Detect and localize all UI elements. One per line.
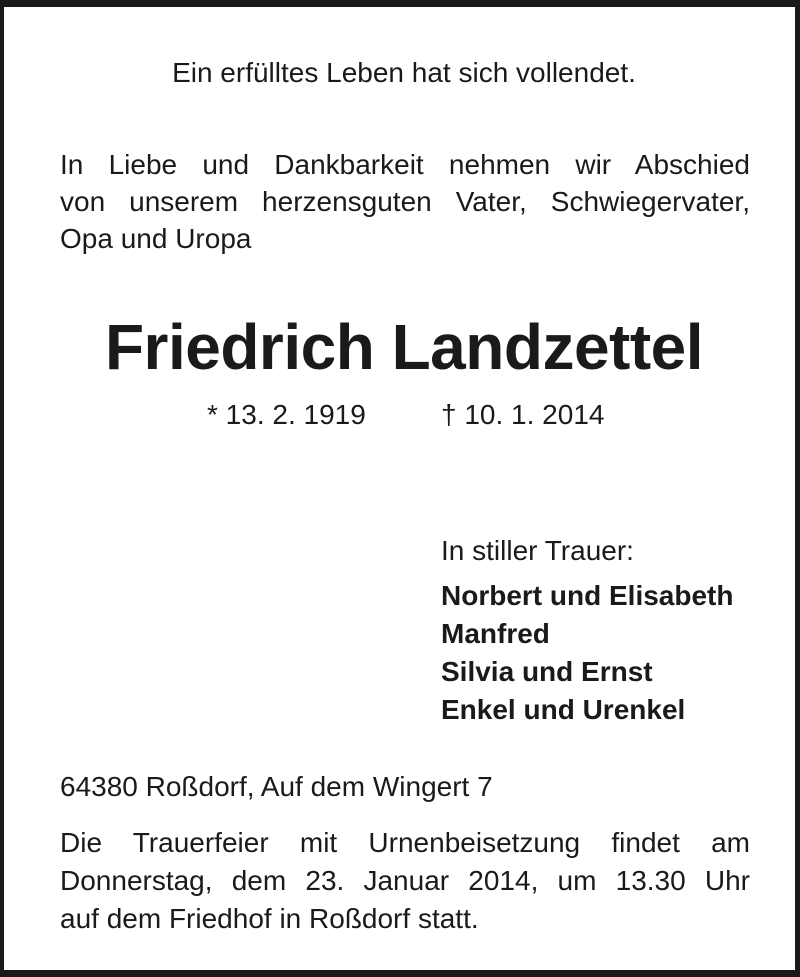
deceased-name: Friedrich Landzettel [104, 311, 704, 383]
funeral-line: Die Trauerfeier mit Urnenbeisetzung findet am [60, 827, 750, 858]
address: 64380 Roßdorf, Auf dem Wingert 7 [60, 771, 493, 802]
intro-line: von unserem herzensguten Vater, Schwiegervater, [60, 186, 750, 217]
birth-date: * 13. 2. 1919 [207, 399, 366, 430]
funeral-line: Donnerstag, dem 23. Januar 2014, um 13.30 Uhr [60, 865, 750, 896]
motto: Ein erfülltes Leben hat sich vollendet. [172, 57, 636, 88]
mourner-name: Manfred [441, 618, 550, 649]
intro-line: In Liebe und Dankbarkeit nehmen wir Abschied [60, 149, 750, 180]
death-date: † 10. 1. 2014 [441, 399, 605, 430]
funeral-line: auf dem Friedhof in Roßdorf statt. [60, 903, 479, 934]
mourner-name: Silvia und Ernst [441, 656, 653, 687]
mourning-heading: In stiller Trauer: [441, 535, 634, 566]
mourner-name: Enkel und Urenkel [441, 694, 686, 725]
intro-line: Opa und Uropa [60, 223, 252, 254]
mourner-name: Norbert und Elisabeth [441, 580, 734, 611]
